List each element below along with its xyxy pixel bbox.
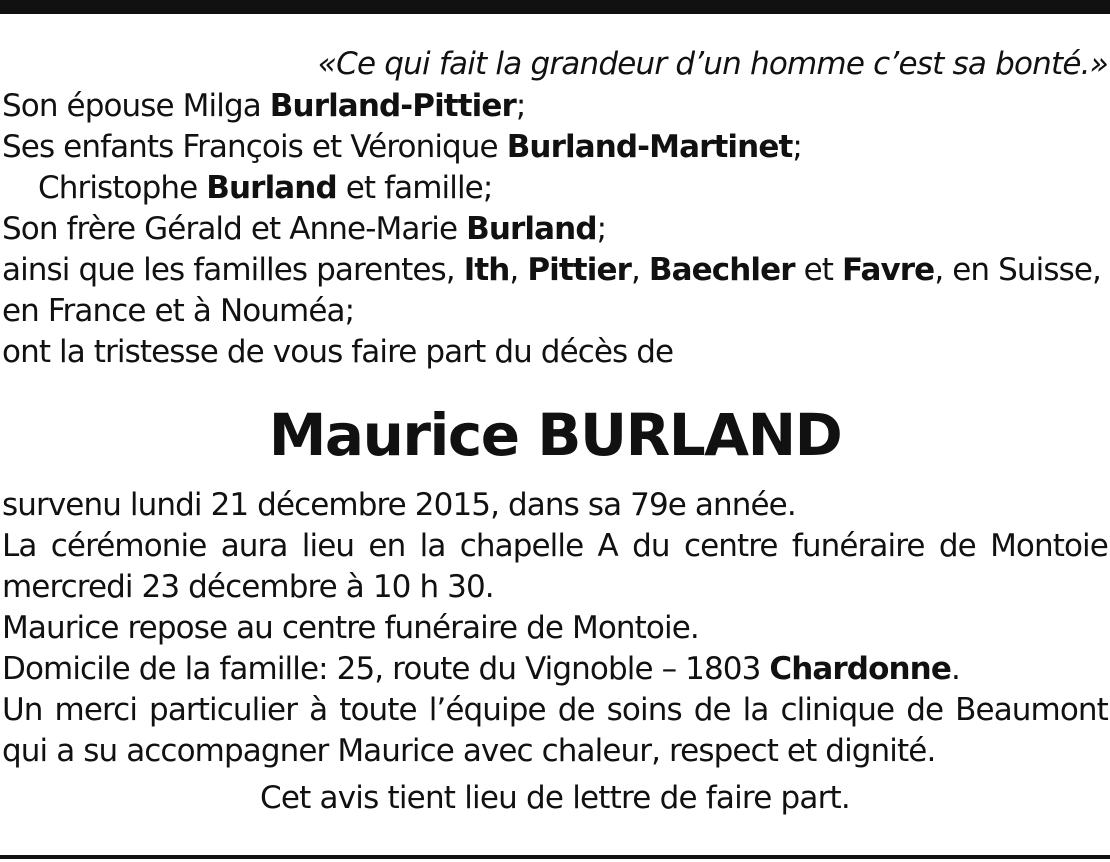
- children-line: [2, 127, 1108, 168]
- brother-line: [2, 209, 1108, 250]
- relatives-prefix: ainsi que les familles parentes,: [2, 252, 464, 288]
- ceremony-word: la: [419, 528, 446, 564]
- ceremony-word: centre: [683, 528, 778, 564]
- brother-surname: Burland: [466, 211, 597, 247]
- thanks-word: Beaumont: [955, 692, 1108, 728]
- thanks-word: la: [742, 692, 769, 728]
- ceremony-word: Montoie: [990, 528, 1108, 564]
- relative-name-ith: Ith: [463, 252, 510, 288]
- ceremony-time-line: mercredi 23 décembre à 10 h 30.: [2, 569, 494, 605]
- relatives-suffix: , en Suisse,: [934, 252, 1101, 288]
- children-suffix: ;: [792, 129, 802, 165]
- ceremony-word: A: [597, 528, 618, 564]
- children-prefix: Ses enfants François et Véronique: [2, 129, 507, 165]
- ceremony-word: lieu: [301, 528, 355, 564]
- spouse-prefix: Son épouse Milga: [2, 88, 270, 124]
- relatives-line-cont: en France et à Nouméa;: [2, 293, 355, 329]
- thanks-word: de: [693, 692, 731, 728]
- relative-name-pittier: Pittier: [527, 252, 631, 288]
- spouse-suffix: ;: [515, 88, 526, 124]
- thanks-word: particulier: [149, 692, 298, 728]
- relatives-sep-3: et: [794, 252, 842, 288]
- ceremony-line: [2, 526, 1108, 567]
- thanks-word: Un: [2, 692, 43, 728]
- thanks-word: de: [557, 692, 595, 728]
- children2-suffix: et famille;: [336, 170, 493, 206]
- thanks-word: de: [906, 692, 944, 728]
- thanks-word: l’équipe: [428, 692, 546, 728]
- children2-prefix: Christophe: [38, 170, 207, 206]
- closing-note: Cet avis tient lieu de lettre de faire part.: [260, 780, 850, 816]
- obituary-notice: [2, 42, 1108, 851]
- thanks-line-cont: qui a su accompagner Maurice avec chaleur, respect et dignité.: [2, 733, 936, 769]
- thanks-word: clinique: [780, 692, 895, 728]
- children2-surname: Burland: [206, 170, 337, 206]
- children-surname: Burland-Martinet: [506, 129, 793, 165]
- deceased-name: Maurice BURLAND: [268, 401, 842, 469]
- ceremony-word: funéraire: [791, 528, 925, 564]
- children-line-2: [2, 168, 1108, 209]
- spouse-line: [2, 86, 1108, 127]
- address-town: Chardonne: [769, 651, 951, 687]
- spouse-surname: Burland-Pittier: [269, 88, 516, 124]
- ceremony-word: La: [2, 528, 37, 564]
- address-suffix: .: [950, 651, 960, 687]
- thanks-line: [2, 690, 1108, 731]
- resting-place-line: Maurice repose au centre funéraire de Montoie.: [2, 610, 699, 646]
- ceremony-word: aura: [220, 528, 288, 564]
- address-prefix: Domicile de la famille: 25, route du Vignoble – 1803: [2, 651, 770, 687]
- ceremony-word: du: [632, 528, 670, 564]
- announcement-line: ont la tristesse de vous faire part du décès de: [2, 334, 674, 370]
- brother-prefix: Son frère Gérald et Anne-Marie: [2, 211, 467, 247]
- relatives-line: [2, 250, 1108, 291]
- thanks-word: toute: [339, 692, 417, 728]
- thanks-word: à: [309, 692, 328, 728]
- bottom-rule: [0, 855, 1110, 859]
- relatives-sep-1: ,: [509, 252, 528, 288]
- top-rule: [0, 0, 1110, 14]
- thanks-word: merci: [54, 692, 138, 728]
- address-line: [2, 649, 1108, 690]
- relative-name-favre: Favre: [842, 252, 935, 288]
- ceremony-word: cérémonie: [50, 528, 207, 564]
- thanks-word: soins: [606, 692, 682, 728]
- ceremony-word: chapelle: [459, 528, 584, 564]
- brother-suffix: ;: [596, 211, 607, 247]
- death-date-line: survenu lundi 21 décembre 2015, dans sa 79e année.: [2, 487, 796, 523]
- notice-details: [2, 485, 1108, 772]
- ceremony-word: en: [368, 528, 406, 564]
- relative-name-baechler: Baechler: [648, 252, 795, 288]
- ceremony-word: de: [938, 528, 976, 564]
- epigraph-quote: «Ce qui fait la grandeur d’un homme c’est sa bonté.»: [317, 46, 1108, 82]
- relatives-sep-2: ,: [630, 252, 649, 288]
